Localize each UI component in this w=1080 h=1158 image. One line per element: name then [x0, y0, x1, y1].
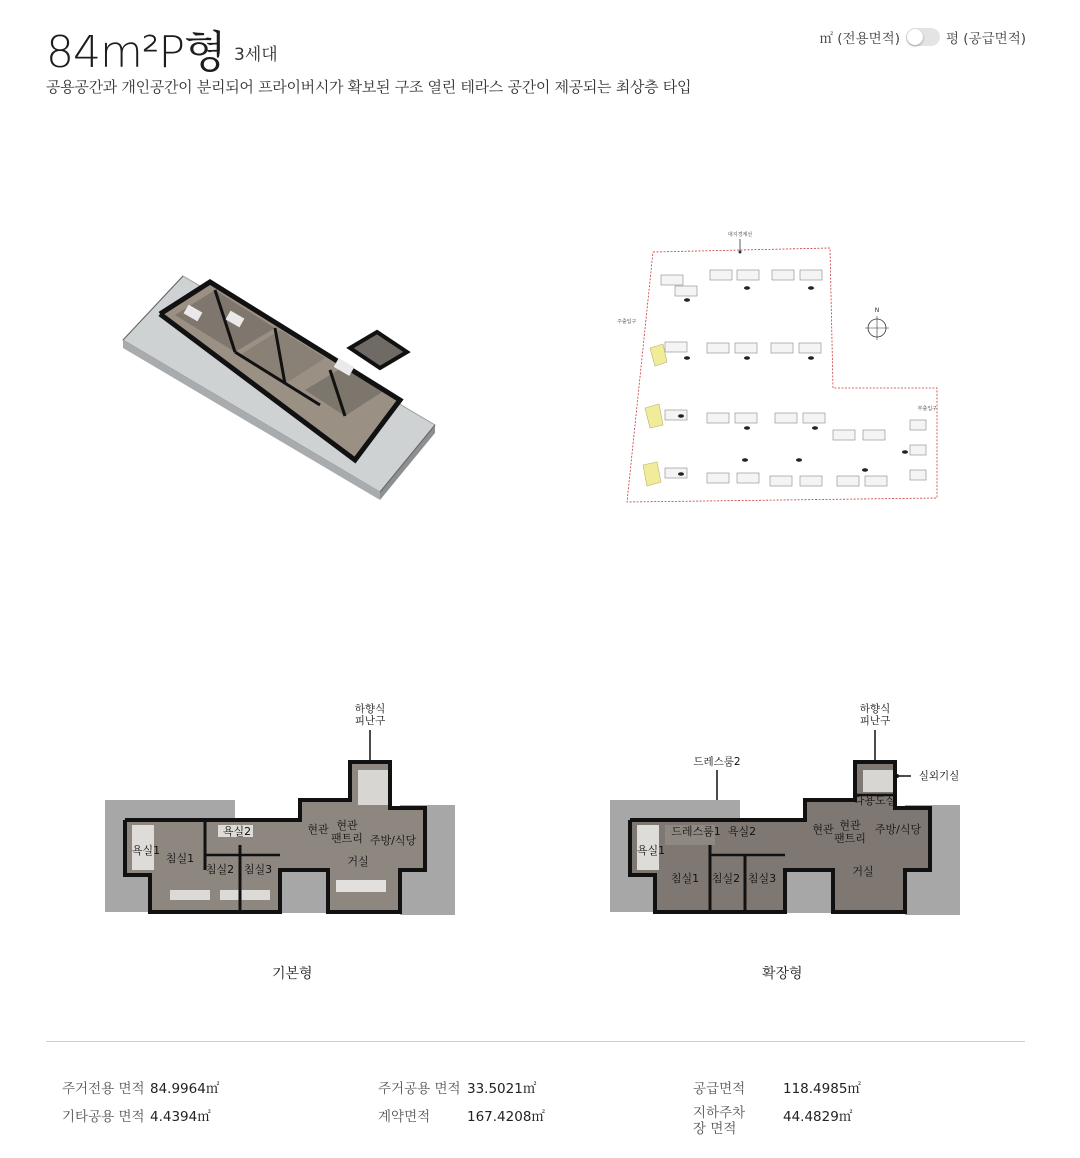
evac-hatch-ext-label-2: 피난구 — [859, 715, 891, 727]
main-entrance-label: 주출입구 — [617, 319, 637, 325]
switch-knob — [907, 29, 923, 45]
room-pantry-1: 현관 — [336, 819, 358, 832]
room-pantry-2: 팬트리 — [331, 832, 363, 845]
sub-entrance-label: 부출입구 — [917, 406, 937, 412]
room-ext-pantry-1: 현관 — [839, 819, 861, 832]
highlight-units — [643, 344, 667, 486]
room-ext-living: 거실 — [852, 865, 874, 878]
evac-hatch-label-1: 하향식 — [354, 703, 386, 715]
room-bed1: 침실1 — [165, 852, 195, 865]
room-kitchen: 주방/식당 — [369, 834, 417, 847]
room-bed2: 침실2 — [205, 863, 235, 876]
site-boundary-label: 대지경계선 — [727, 232, 753, 238]
household-count: 3세대 — [234, 45, 278, 65]
plan-label-extended: 확장형 — [762, 966, 803, 982]
room-ext-bath1: 욕실1 — [636, 844, 666, 857]
page-title: 84m²P형 — [46, 27, 226, 78]
room-dress2: 드레스룸2 — [693, 756, 741, 768]
room-ext-bed3: 침실3 — [747, 872, 777, 885]
room-bath2: 욕실2 — [222, 825, 252, 838]
floorplan-basic — [100, 700, 460, 920]
room-bed3: 침실3 — [243, 863, 273, 876]
room-dress1: 드레스룸1 — [671, 825, 721, 838]
room-ext-bed2: 침실2 — [711, 872, 741, 885]
unit-label-sqm[interactable]: ㎡ (전용면적) — [819, 31, 900, 47]
room-ext-bed1: 침실1 — [670, 872, 700, 885]
room-outdoor-unit: 실외기실 — [918, 770, 960, 782]
room-ext-entrance: 현관 — [812, 823, 834, 836]
room-entrance: 현관 — [307, 823, 329, 836]
plan-label-basic: 기본형 — [272, 966, 313, 982]
room-ext-bath2: 욕실2 — [727, 825, 757, 838]
evac-hatch-label-2: 피난구 — [354, 715, 386, 727]
evac-hatch-ext-label-1: 하향식 — [859, 703, 891, 715]
room-bath1: 욕실1 — [131, 844, 161, 857]
floorplan-extended — [605, 700, 965, 920]
room-living: 거실 — [347, 855, 369, 868]
unit-label-pyeong[interactable]: 평 (공급면적) — [945, 31, 1026, 47]
divider — [46, 1041, 1025, 1042]
unit-switch[interactable] — [906, 28, 940, 46]
unit-toggle — [819, 27, 1026, 47]
isometric-floorplan — [115, 270, 440, 500]
room-ext-kitchen: 주방/식당 — [874, 823, 922, 836]
compass-north-label: N — [874, 307, 880, 314]
room-ext-pantry-2: 팬트리 — [834, 832, 866, 845]
type-description: 공용공간과 개인공간이 분리되어 프라이버시가 확보된 구조 열린 테라스 공간이 제공되는 최상층 타입 — [46, 78, 692, 96]
site-plan — [615, 230, 945, 505]
room-utility: 다용도실 — [853, 794, 897, 807]
